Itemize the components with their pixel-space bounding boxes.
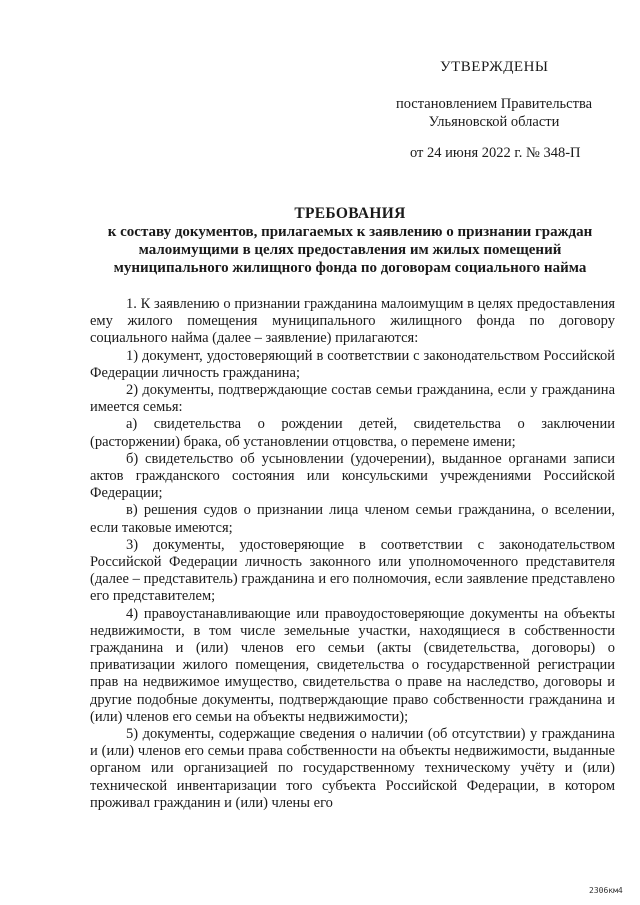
title-head: ТРЕБОВАНИЯ (294, 205, 406, 222)
paragraph-1: 1. К заявлению о признании гражданина малоимущим в целях предоставления ему жилого помещения муниципального жилищного фонда по договору социального найма (далее – заявление) прилагаются: (90, 296, 615, 347)
document-body (90, 296, 615, 812)
decree-reference (360, 95, 628, 131)
paragraph-item-2b: б) свидетельство об усыновлении (удочерении), выданное органами записи актов гражданского состояния или консульскими учреждениями Российской Федерации; (90, 450, 615, 502)
footer-stamp: 2306км4 (589, 886, 623, 895)
paragraph-item-1: 1) документ, удостоверяющий в соответствии с законодательством Российской Федерации личность гражданина; (90, 347, 615, 381)
paragraph-item-5: 5) документы, содержащие сведения о наличии (об отсутствии) у гражданина и (или) членов его семьи права собственности на объекты недвижимости, выданные органом или организацией по государственному техническому учёту и (или) технической инвентаризации того субъекта Российской Федерации, в котором проживал гражданин и (или) члены его (90, 726, 615, 811)
title-line-3: муниципального жилищного фонда по договорам социального найма (113, 260, 587, 276)
title-line-2: малоимущими в целях предоставления им жилых помещений (138, 242, 562, 258)
paragraph-item-3: 3) документы, удостоверяющие в соответствии с законодательством Российской Федерации личность законного или уполномоченного представителя (далее – представитель) гражданина и его полномочия, если заявление представлено его представителем; (90, 536, 615, 605)
paragraph-item-2a: а) свидетельства о рождении детей, свидетельства о заключении (расторжении) брака, об установлении отцовства, о перемене имени; (90, 416, 615, 450)
approved-heading: УТВЕРЖДЕНЫ (440, 59, 549, 75)
document-title (90, 205, 610, 277)
title-line-1: к составу документов, прилагаемых к заявлению о признании граждан (107, 224, 593, 240)
paragraph-item-2: 2) документы, подтверждающие состав семьи гражданина, если у гражданина имеется семья: (90, 382, 615, 416)
decree-line-1: постановлением Правительства (395, 96, 593, 112)
decree-date: от 24 июня 2022 г. № 348-П (410, 145, 581, 161)
paragraph-item-2v: в) решения судов о признании лица членом семьи гражданина, о вселении, если таковые имеются; (90, 502, 615, 536)
decree-line-2: Ульяновской области (428, 114, 560, 130)
paragraph-item-4: 4) правоустанавливающие или правоудостоверяющие документы на объекты недвижимости, в том числе земельные участки, находящиеся в собственности гражданина и (или) членов его семьи (акты (свидетельства, договоры) о приватизации жилого помещения, свидетельства о государственной регистрации прав на недвижимое имущество, свидетельства о праве на наследство, договоры и другие подобные документы, подтверждающие право собственности гражданина и (или) членов его семьи на объекты недвижимости); (90, 605, 615, 725)
